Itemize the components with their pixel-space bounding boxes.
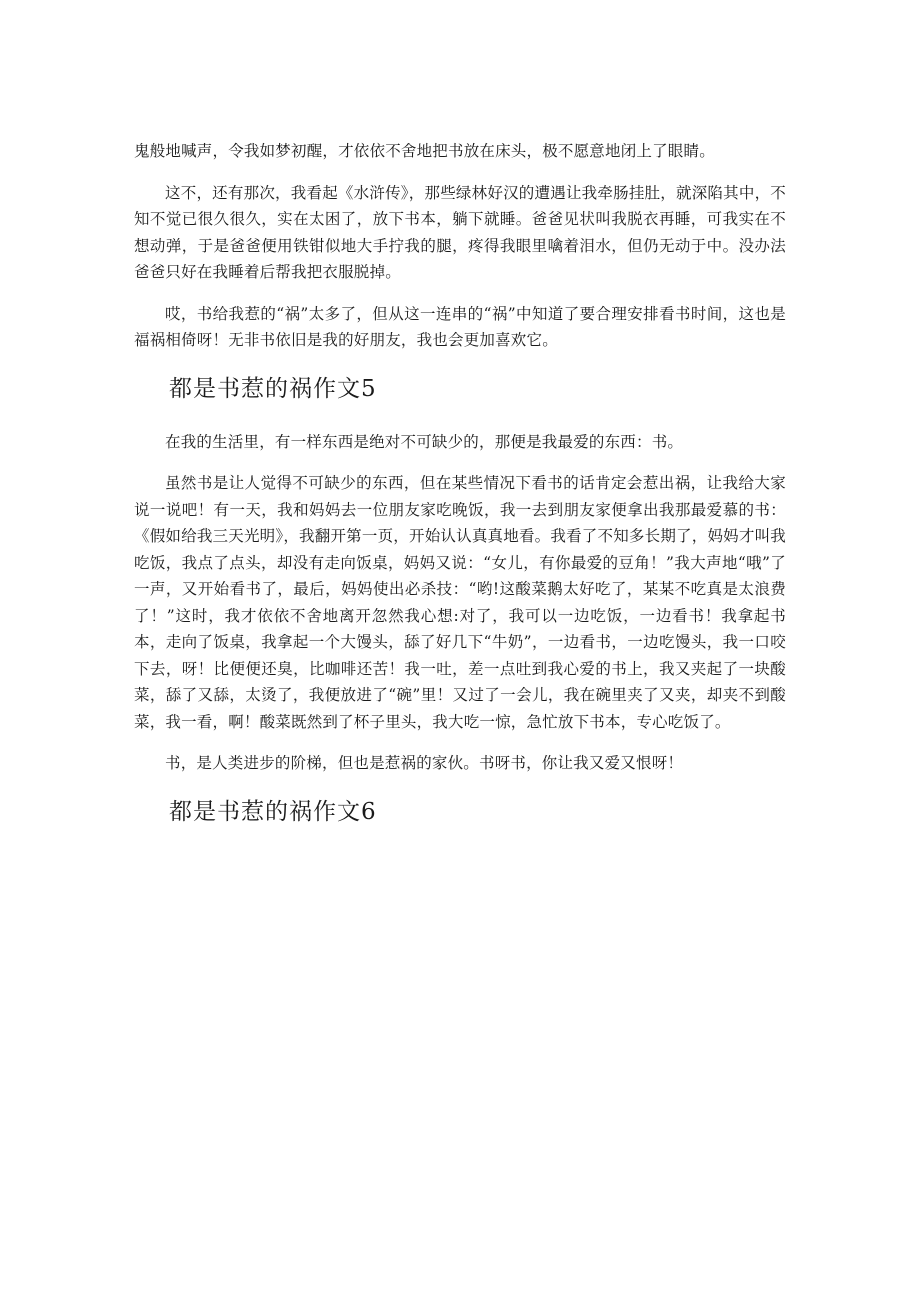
paragraph: 这不，还有那次，我看起《水浒传》，那些绿林好汉的遭遇让我牵肠挂肚，就深陷其中，不知不觉已很久很久，实在太困了，放下书本，躺下就睡。爸爸见状叫我脱衣再睡，可我实在不想动弹，于是爸爸便用铁钳似地大手拧我的腿，疼得我眼里噙着泪水，但仍无动于中。没办法爸爸只好在我睡着后帮我把衣服脱掉。 bbox=[134, 183, 786, 281]
section-heading: 都是书惹的祸作文6 bbox=[169, 798, 377, 825]
paragraph: 哎，书给我惹的“祸”太多了，但从这一连串的“祸”中知道了要合理安排看书时间，这也是福祸相倚呀！无非书依旧是我的好朋友，我也会更加喜欢它。 bbox=[134, 304, 786, 349]
paragraph: 虽然书是让人觉得不可缺少的东西，但在某些情况下看书的话肯定会惹出祸，让我给大家说一说吧！有一天，我和妈妈去一位朋友家吃晚饭，我一去到朋友家便拿出我那最爱慕的书：《假如给我三天光明》，我翻开第一页，开始认认真真地看。我看了不知多长期了，妈妈才叫我吃饭，我点了点头，却没有走向饭桌，妈妈又说：“女儿，有你最爱的豆角！”我大声地“哦”了一声，又开始看书了，最后，妈妈使出必杀技：“哟!这酸菜鹅太好吃了，某某不吃真是太浪费了！”这时，我才依依不舍地离开忽然我心想:对了，我可以一边吃饭，一边看书！我拿起书本，走向了饭桌，我拿起一个大馒头，舔了好几下“牛奶”，一边看书，一边吃馒头，我一口咬下去，呀！比便便还臭，比咖啡还苦！我一吐，差一点吐到我心爱的书上，我又夹起了一块酸菜，舔了又舔，太烫了，我便放进了“碗”里！又过了一会儿，我在碗里夹了又夹，却夹不到酸菜，我一看，啊！酸菜既然到了杯子里头，我大吃一惊，急忙放下书本，专心吃饭了。 bbox=[134, 474, 786, 731]
paragraph: 在我的生活里，有一样东西是绝对不可缺少的，那便是我最爱的东西：书。 bbox=[165, 432, 684, 451]
section-heading: 都是书惹的祸作文5 bbox=[169, 375, 377, 402]
paragraph: 书，是人类进步的阶梯，但也是惹祸的家伙。书呀书，你让我又爱又恨呀！ bbox=[165, 754, 684, 772]
document-body bbox=[134, 138, 786, 852]
paragraph: 鬼般地喊声，令我如梦初醒，才依依不舍地把书放在床头，极不愿意地闭上了眼睛。 bbox=[134, 142, 715, 160]
